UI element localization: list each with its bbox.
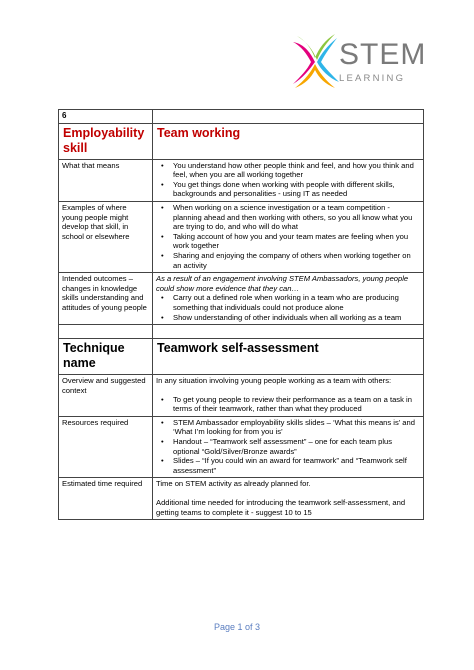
spacer-cell (59, 325, 153, 339)
list-item: • Handout – “Teamwork self assessment” – one for each team plus optional “Gold/Silver/Bronze awards” (156, 437, 420, 456)
technique-label-line2: name (63, 356, 96, 371)
overview-row (59, 375, 424, 417)
list-item: • Sharing and enjoying the company of others when working together on an activity (156, 251, 420, 270)
list-item: • Show understanding of other individuals when all working as a team (156, 313, 420, 323)
number-row-empty (153, 110, 424, 124)
spacer-cell (153, 325, 424, 339)
overview-content (153, 375, 424, 417)
outcomes-intro: As a result of an engagement involving STEM Ambassadors, young people could show more evidence that they can… (156, 274, 409, 293)
examples-content (153, 201, 424, 272)
employability-label (59, 123, 153, 159)
time-line1: Time on STEM activity as already planned for. (156, 479, 311, 489)
time-label: Estimated time required (59, 478, 153, 520)
list-item: • Slides – “If you could win an award for teamwork” and “Teamwork self assessment” (156, 456, 420, 475)
employability-label-line1: Employability (63, 125, 145, 140)
employability-row (59, 123, 424, 159)
outcomes-content (153, 273, 424, 325)
time-row (59, 478, 424, 520)
means-content (153, 159, 424, 201)
resources-label: Resources required (59, 416, 153, 478)
list-item: • Taking account of how you and your team mates are feeling when you work together (156, 232, 420, 251)
resources-row (59, 416, 424, 478)
number-row (59, 110, 424, 124)
page-indicator: Page 1 of 3 (213, 622, 261, 632)
outcomes-label: Intended outcomes – changes in knowledge skills understanding and attitudes of young people (59, 273, 153, 325)
outcomes-row (59, 273, 424, 325)
list-item: • STEM Ambassador employability skills slides – ‘What this means is’ and ‘What I’m looking for from you is’ (156, 418, 420, 437)
list-item: • To get young people to review their performance as a team on a task in terms of their teamwork, rather than what they produced (156, 395, 420, 414)
skill-table (58, 109, 424, 520)
list-item: • You get things done when working with people with different skills, backgrounds and personalities - using IT as needed (156, 180, 420, 199)
list-item: • Carry out a defined role when working in a team who are producing something that individuals could not produce alone (156, 293, 420, 312)
technique-title: Teamwork self-assessment (153, 339, 424, 375)
time-line2: Additional time needed for introducing the teamwork self-assessment, and getting teams to complete it - suggest 10 to 15 (156, 498, 406, 517)
means-label: What that means (59, 159, 153, 201)
stem-logo-text (339, 40, 426, 84)
technique-label (59, 339, 153, 375)
resources-content (153, 416, 424, 478)
employability-title: Team working (153, 123, 424, 159)
examples-row (59, 201, 424, 272)
time-content (153, 478, 424, 520)
overview-label: Overview and suggested context (59, 375, 153, 417)
technique-label-line1: Technique (63, 341, 125, 356)
technique-row (59, 339, 424, 375)
logo-subtitle: LEARNING (339, 73, 406, 84)
skill-number: 6 (59, 110, 153, 124)
examples-label: Examples of where young people might develop that skill, in school or elsewhere (59, 201, 153, 272)
list-item: • When working on a science investigation or a team competition - planning ahead and then working with others, so you all know what you are trying to do, and who will do what (156, 203, 420, 232)
spacer-row (59, 325, 424, 339)
means-row (59, 159, 424, 201)
overview-intro: In any situation involving young people working as a team with others: (156, 376, 392, 386)
list-item: • You understand how other people think and feel, and how you think and feel, when you are all working together (156, 161, 420, 180)
logo-name: STEM (339, 38, 427, 71)
employability-label-line2: skill (63, 140, 88, 155)
